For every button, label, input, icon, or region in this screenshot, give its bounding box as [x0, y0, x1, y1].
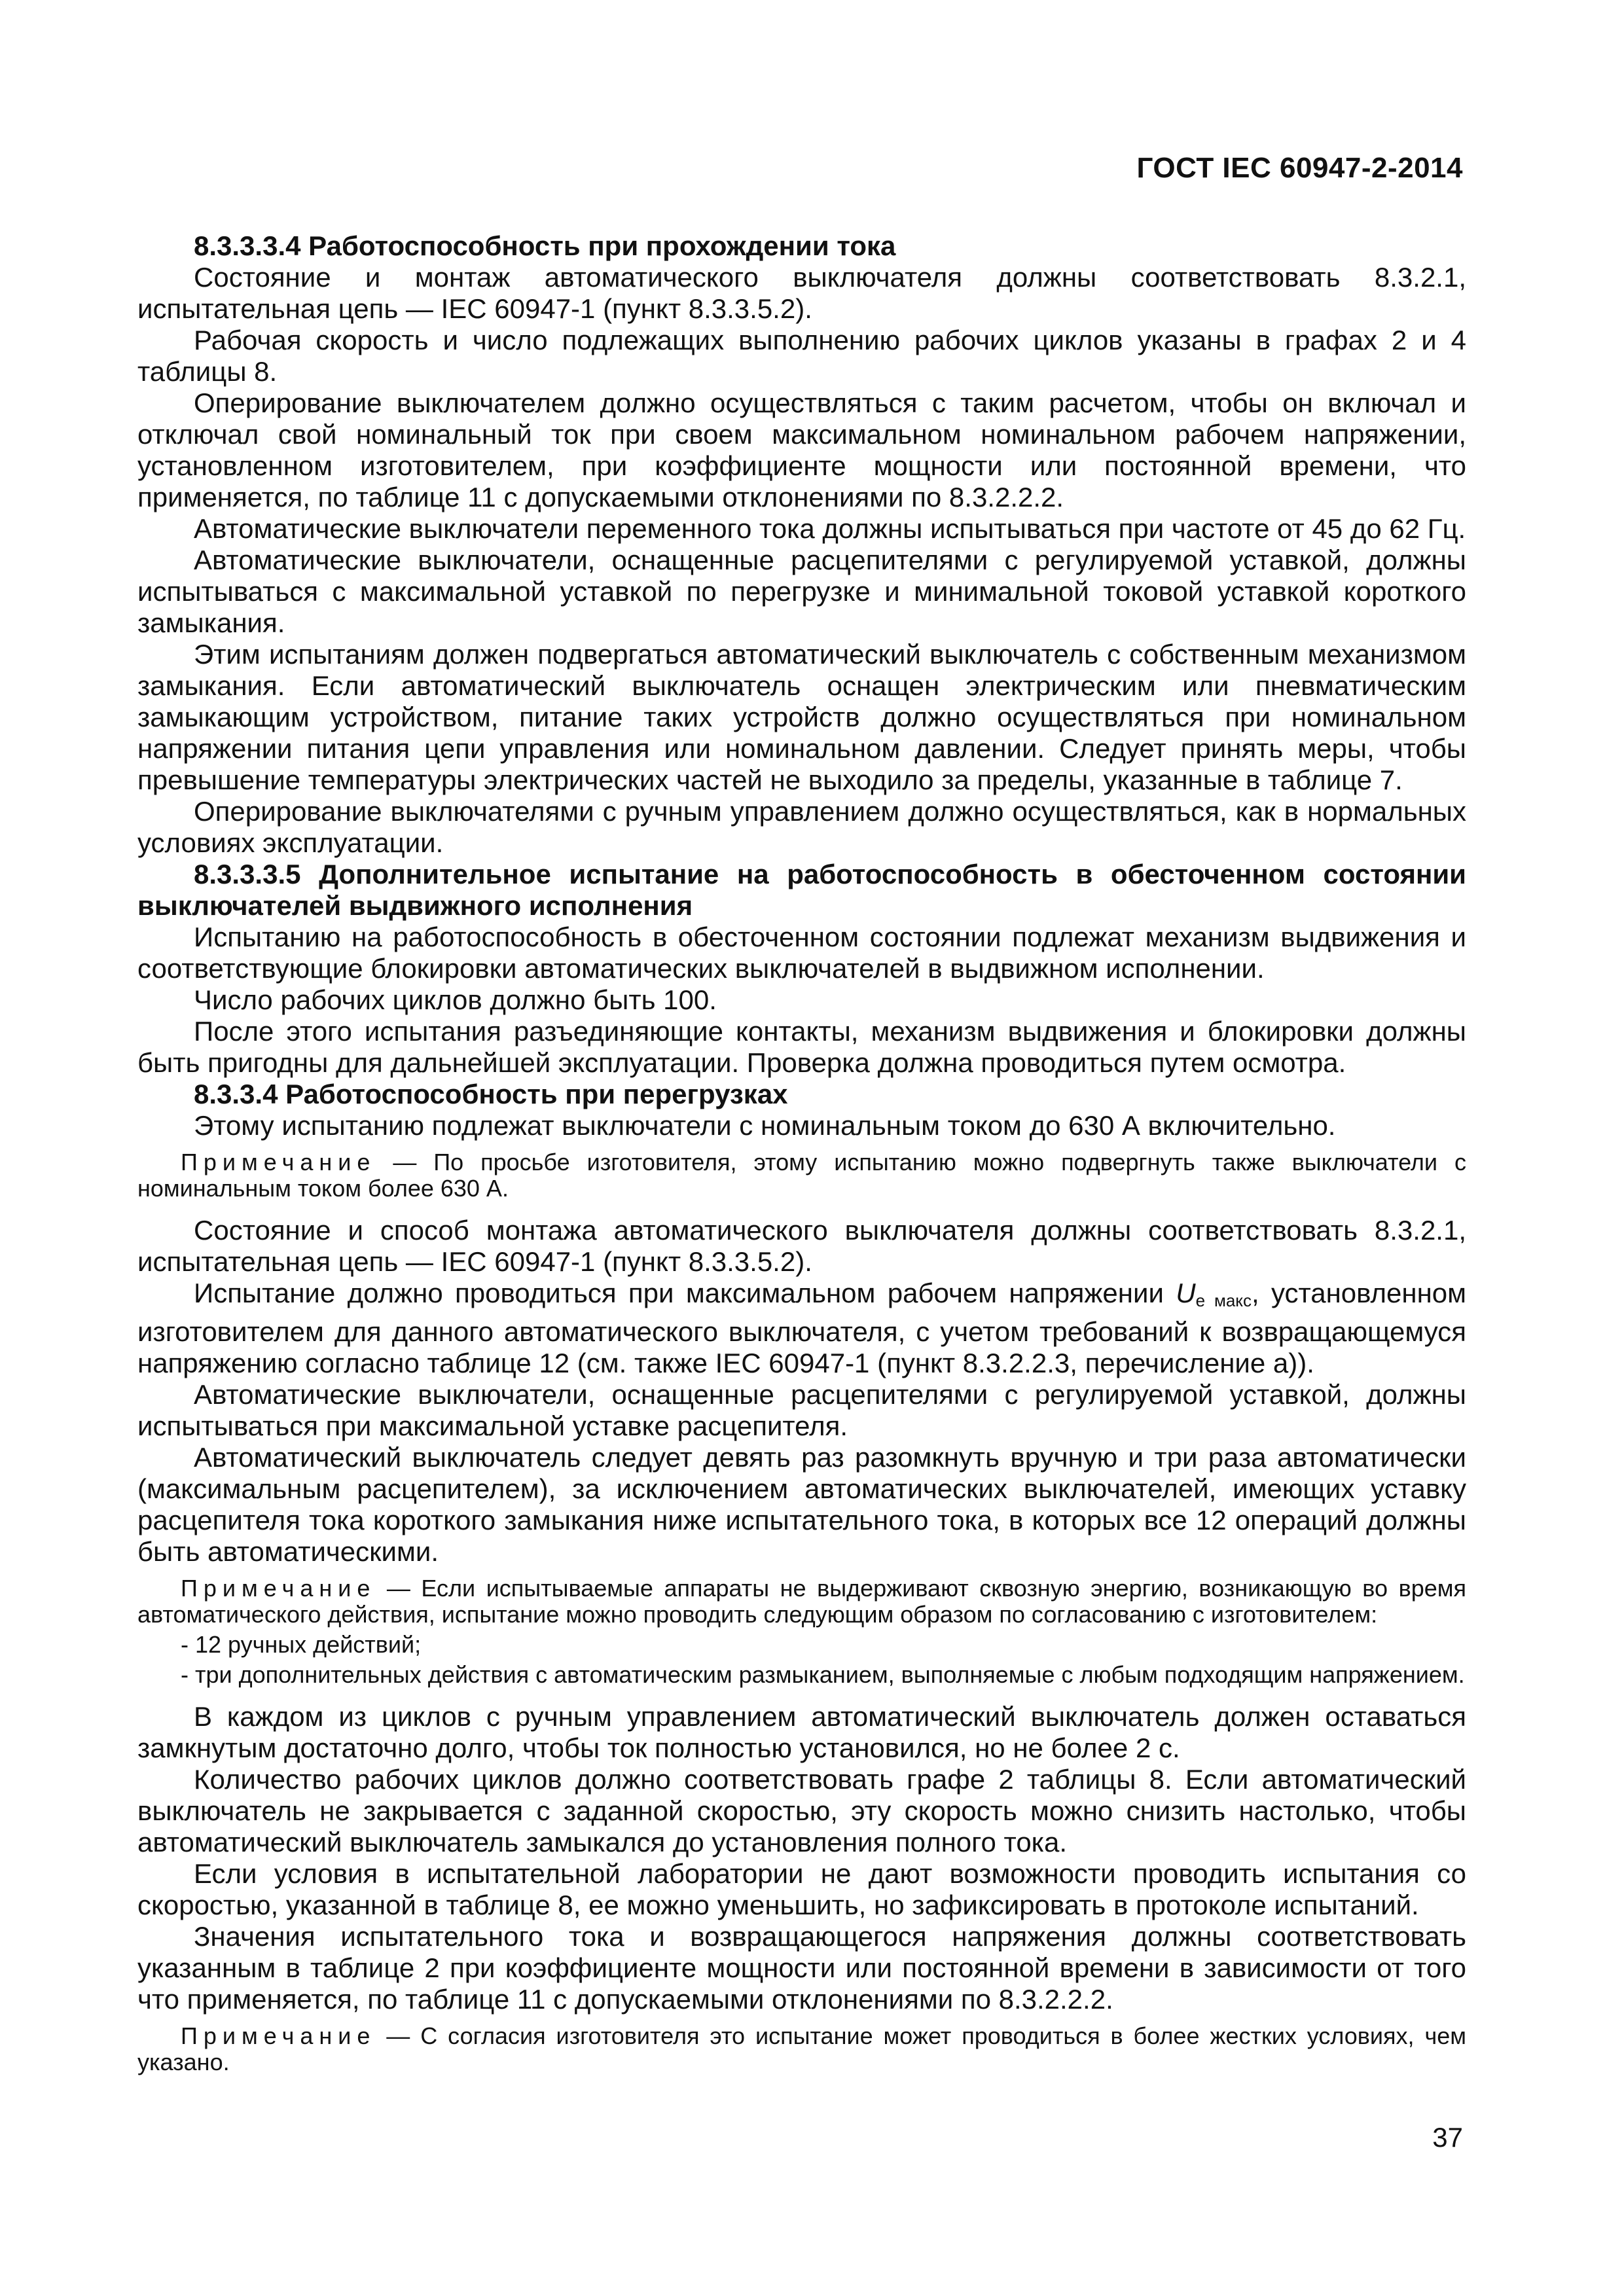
section-heading-8-3-3-3-4: 8.3.3.3.4 Работоспособность при прохождении тока [194, 230, 896, 261]
paragraph-text: Испытание должно проводиться при максимальном рабочем напряжении [194, 1278, 1176, 1308]
paragraph: После этого испытания разъединяющие контакты, механизм выдвижения и блокировки должны быть пригодны для дальнейшей эксплуатации. Проверка должна проводиться путем осмотра. [137, 1016, 1466, 1078]
paragraph: Состояние и способ монтажа автоматического выключателя должны соответствовать 8.3.2.1, испытательная цепь — IEC 60947-1 (пункт 8.3.3.5.2). [137, 1215, 1466, 1277]
page-number: 37 [1432, 2122, 1463, 2153]
note-list-item: - 12 ручных действий; [181, 1631, 422, 1658]
note-text: — Если испытываемые аппараты не выдерживают сквозную энергию, возникающую во время автоматического действия, испытание можно проводить следующим образом по согласованию с изготовителем: [137, 1575, 1466, 1628]
note [137, 1149, 1466, 1202]
paragraph: Оперирование выключателями с ручным управлением должно осуществляться, как в нормальных условиях эксплуатации. [137, 796, 1466, 858]
paragraph: Этому испытанию подлежат выключатели с номинальным током до 630 А включительно. [194, 1110, 1336, 1141]
paragraph-text: , установленном изготовителем для данного автоматического выключателя, с учетом требований к возвращающемуся напряжению согласно таблице 12 (см. также IEC 60947-1 (пункт 8.3.2.2.3, перечисление а)). [137, 1278, 1466, 1378]
paragraph: Состояние и монтаж автоматического выключателя должны соответствовать 8.3.2.1, испытательная цепь — IEC 60947-1 (пункт 8.3.3.5.2). [137, 262, 1466, 324]
note-list-item: - три дополнительных действия с автоматическим размыканием, выполняемые с любым подходящим напряжением. [181, 1661, 1465, 1688]
paragraph: Значения испытательного тока и возвращающегося напряжения должны соответствовать указанным в таблице 2 при коэффициенте мощности или постоянной времени в зависимости от того что применяется, по таблице 11 с допускаемыми отклонениями по 8.3.2.2.2. [137, 1921, 1466, 2015]
paragraph: Оперирование выключателем должно осуществляться с таким расчетом, чтобы он включал и отключал свой номинальный ток при своем максимальном номинальном рабочем напряжении, установленном изготовителем, при коэффициенте мощности или постоянной времени, что применяется, по таблице 11 с допускаемыми отклонениями по 8.3.2.2.2. [137, 387, 1466, 512]
paragraph: Если условия в испытательной лаборатории не дают возможности проводить испытания со скоростью, указанной в таблице 8, ее можно уменьшить, но зафиксировать в протоколе испытаний. [137, 1858, 1466, 1920]
note-label: Примечание [181, 2022, 376, 2049]
note-label: Примечание [181, 1575, 376, 1602]
section-heading-8-3-3-3-5: 8.3.3.3.5 Дополнительное испытание на работоспособность в обесточенном состоянии выключателей выдвижного исполнения [137, 859, 1466, 921]
paragraph: Автоматические выключатели переменного тока должны испытываться при частоте от 45 до 62 Гц. [194, 513, 1466, 544]
paragraph: Рабочая скорость и число подлежащих выполнению рабочих циклов указаны в графах 2 и 4 таблицы 8. [137, 325, 1466, 387]
paragraph: В каждом из циклов с ручным управлением автоматический выключатель должен оставаться замкнутым достаточно долго, чтобы ток полностью установился, но не более 2 с. [137, 1701, 1466, 1763]
paragraph: Испытанию на работоспособность в обесточенном состоянии подлежат механизм выдвижения и соответствующие блокировки автоматических выключателей в выдвижном исполнении. [137, 922, 1466, 984]
voltage-symbol: U [1176, 1278, 1196, 1308]
note-label: Примечание [181, 1149, 376, 1175]
paragraph: Автоматические выключатели, оснащенные расцепителями с регулируемой уставкой, должны испытываться с максимальной уставкой по перегрузке и минимальной токовой уставкой короткого замыкания. [137, 545, 1466, 638]
paragraph: Этим испытаниям должен подвергаться автоматический выключатель с собственным механизмом замыкания. Если автоматический выключатель оснащен электрическим или пневматическим замыкающим устройством, питание таких устройств должно осуществляться при номинальном напряжении питания цепи управления или номинальном давлении. Следует принять меры, чтобы превышение температуры электрических частей не выходило за пределы, указанные в таблице 7. [137, 639, 1466, 795]
document-body [137, 230, 1466, 2089]
note-text: — По просьбе изготовителя, этому испытанию можно подвергнуть также выключатели с номинальным током более 630 А. [137, 1149, 1466, 1202]
note-text: — С согласия изготовителя это испытание может проводиться в более жестких условиях, чем указано. [137, 2022, 1466, 2075]
note [137, 1575, 1466, 1628]
note [137, 2023, 1466, 2075]
voltage-subscript: e макс [1195, 1291, 1252, 1310]
section-heading-8-3-3-4: 8.3.3.4 Работоспособность при перегрузках [194, 1079, 788, 1109]
paragraph: Количество рабочих циклов должно соответствовать графе 2 таблицы 8. Если автоматический выключатель не закрывается с заданной скоростью, эту скорость можно снизить настолько, чтобы автоматический выключатель замыкался до установления полного тока. [137, 1764, 1466, 1857]
paragraph: Число рабочих циклов должно быть 100. [194, 984, 717, 1015]
paragraph: Автоматический выключатель следует девять раз разомкнуть вручную и три раза автоматически (максимальным расцепителем), за исключением автоматических выключателей, имеющих уставку расцепителя тока короткого замыкания ниже испытательного тока, в которых все 12 операций должны быть автоматическими. [137, 1442, 1466, 1567]
paragraph: Автоматические выключатели, оснащенные расцепителями с регулируемой уставкой, должны испытываться при максимальной уставке расцепителя. [137, 1379, 1466, 1441]
paragraph [137, 1278, 1466, 1379]
document-header: ГОСТ IEC 60947-2-2014 [1136, 152, 1463, 184]
